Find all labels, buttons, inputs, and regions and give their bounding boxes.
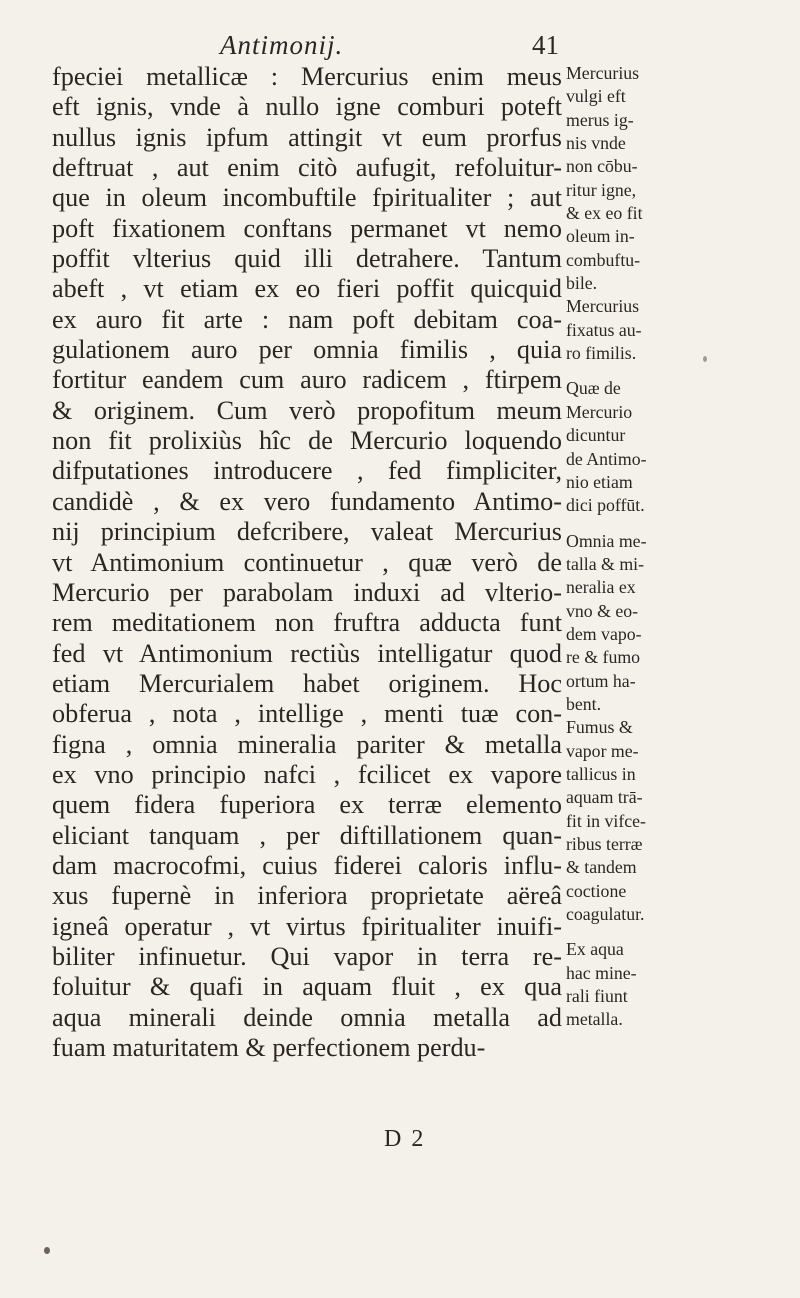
text-line: ex vno principio nafci , fcilicet ex vapore xyxy=(52,759,562,789)
text-line: eft ignis, vnde à nullo igne comburi poteft xyxy=(52,92,562,122)
text-line: non fit prolixiùs hîc de Mercurio loquendo xyxy=(52,426,562,456)
text-line: foluitur & quafi in aquam fluit , ex qua xyxy=(52,972,562,1002)
margin-note-line: vulgi eft xyxy=(566,86,626,107)
text-line: obferua , nota , intellige , menti tuæ con- xyxy=(52,699,562,729)
text-line: gulationem auro per omnia fimilis , quia xyxy=(52,335,562,365)
text-line: nullus ignis ipfum attingit vt eum prorfus xyxy=(52,122,562,152)
margin-note-line: nio etiam xyxy=(566,471,633,492)
margin-note-line: de Antimo- xyxy=(566,448,647,469)
margin-note-gap xyxy=(566,365,674,377)
margin-note-line: fixatus au- xyxy=(566,319,642,340)
margin-note-line: Mercurio xyxy=(566,401,633,422)
margin-note-line: vno & eo- xyxy=(566,600,639,621)
margin-note-line: bent. xyxy=(566,693,602,714)
margin-note-line: metalla. xyxy=(566,1009,623,1030)
margin-note-line: dici poffūt. xyxy=(566,495,645,516)
margin-notes xyxy=(566,62,674,1032)
text-line: igneâ operatur , vt virtus fpiritualiter inuifi- xyxy=(52,911,562,941)
margin-note-line: tallicus in xyxy=(566,763,636,784)
text-line: ex auro fit arte : nam poft debitam coa- xyxy=(52,304,562,334)
text-line: fpeciei metallicæ : Mercurius enim meus xyxy=(52,62,562,91)
margin-note-line: hac mine- xyxy=(566,962,637,983)
text-line: fed vt Antimonium rectiùs intelligatur quod xyxy=(52,638,562,668)
text-line: biliter infinuetur. Qui vapor in terra re- xyxy=(52,941,562,971)
margin-note-gap xyxy=(566,926,674,938)
margin-note-line: combuftu- xyxy=(566,249,641,270)
margin-note-line: bile. xyxy=(566,273,598,294)
margin-note-line: Mercurius xyxy=(566,63,640,83)
page-number: 41 xyxy=(532,30,559,60)
margin-note-line: oleum in- xyxy=(566,226,635,247)
ink-spot xyxy=(44,1247,50,1254)
margin-note-line: ortum ha- xyxy=(566,670,636,691)
text-line: abeft , vt etiam ex eo fieri poffit quicquid xyxy=(52,274,562,304)
margin-note-gap xyxy=(566,518,674,530)
margin-note-line: & tandem xyxy=(566,857,637,878)
text-line: etiam Mercurialem habet originem. Hoc xyxy=(52,668,562,698)
text-line: nij principium defcribere, valeat Mercurius xyxy=(52,517,562,547)
margin-note-line: Ex aqua xyxy=(566,939,624,960)
margin-note-line: re & fumo xyxy=(566,647,641,668)
text-line: dam macrocofmi, cuius fiderei caloris influ- xyxy=(52,850,562,880)
text-line: poffit vlterius quid illi detrahere. Tantum xyxy=(52,244,562,274)
text-line: fuam maturitatem & perfectionem perdu- xyxy=(52,1033,486,1062)
margin-note-line: rali fiunt xyxy=(566,986,628,1007)
margin-note-line: ritur igne, xyxy=(566,179,637,200)
margin-note-line: & ex eo fit xyxy=(566,203,643,224)
margin-note-line: fit in vifce- xyxy=(566,810,646,831)
text-line: candidè , & ex vero fundamento Antimo- xyxy=(52,486,562,516)
margin-note-line: nis vnde xyxy=(566,133,626,154)
text-line: eliciant tanquam , per diftillationem quan- xyxy=(52,820,562,850)
margin-note-line: merus ig- xyxy=(566,109,634,130)
margin-note-line: Fumus & xyxy=(566,717,633,738)
text-line: rem meditationem non fruftra adducta funt xyxy=(52,608,562,638)
text-line: fortitur eandem cum auro radicem , ftirpem xyxy=(52,365,562,395)
margin-note-line: Quæ de xyxy=(566,378,621,399)
text-line: xus fupernè in inferiora proprietate aëreâ xyxy=(52,881,562,911)
text-line: aqua minerali deinde omnia metalla ad xyxy=(52,1002,562,1032)
margin-note-line: neralia ex xyxy=(566,577,636,598)
text-line: difputationes introducere , fed fimpliciter, xyxy=(52,456,562,486)
margin-note-line: talla & mi- xyxy=(566,553,645,574)
margin-note-line: vapor me- xyxy=(566,740,639,761)
margin-note-line: Omnia me- xyxy=(566,530,647,551)
text-line: vt Antimonium continuetur , quæ verò de xyxy=(52,547,562,577)
text-line: que in oleum incombuftile fpiritualiter ; aut xyxy=(52,183,562,213)
main-text-body xyxy=(52,62,562,1063)
text-line: quem fidera fuperiora ex terræ elemento xyxy=(52,790,562,820)
text-line: Mercurio per parabolam induxi ad vlterio- xyxy=(52,577,562,607)
ink-spot xyxy=(703,356,707,362)
page-header xyxy=(60,30,620,64)
margin-note-line: ribus terræ xyxy=(566,834,643,854)
margin-note-line: ro fimilis. xyxy=(566,343,637,364)
margin-note-line: coagulatur. xyxy=(566,904,645,925)
margin-note-line: dem vapo- xyxy=(566,623,642,644)
text-line: poft fixationem conftans permanet vt nemo xyxy=(52,213,562,243)
text-line: figna , omnia mineralia pariter & metalla xyxy=(52,729,562,759)
running-title: Antimonij. xyxy=(220,30,344,60)
margin-note-line: dicuntur xyxy=(566,425,626,446)
signature-mark: D 2 xyxy=(384,1126,426,1152)
margin-note-line: coctione xyxy=(566,880,627,901)
text-line: & originem. Cum verò propofitum meum xyxy=(52,395,562,425)
margin-note-line: non cōbu- xyxy=(566,156,638,177)
margin-note-line: aquam trā- xyxy=(566,787,643,808)
text-line: deftruat , aut enim citò aufugit, refoluitur- xyxy=(52,153,562,183)
margin-note-line: Mercurius xyxy=(566,296,640,317)
